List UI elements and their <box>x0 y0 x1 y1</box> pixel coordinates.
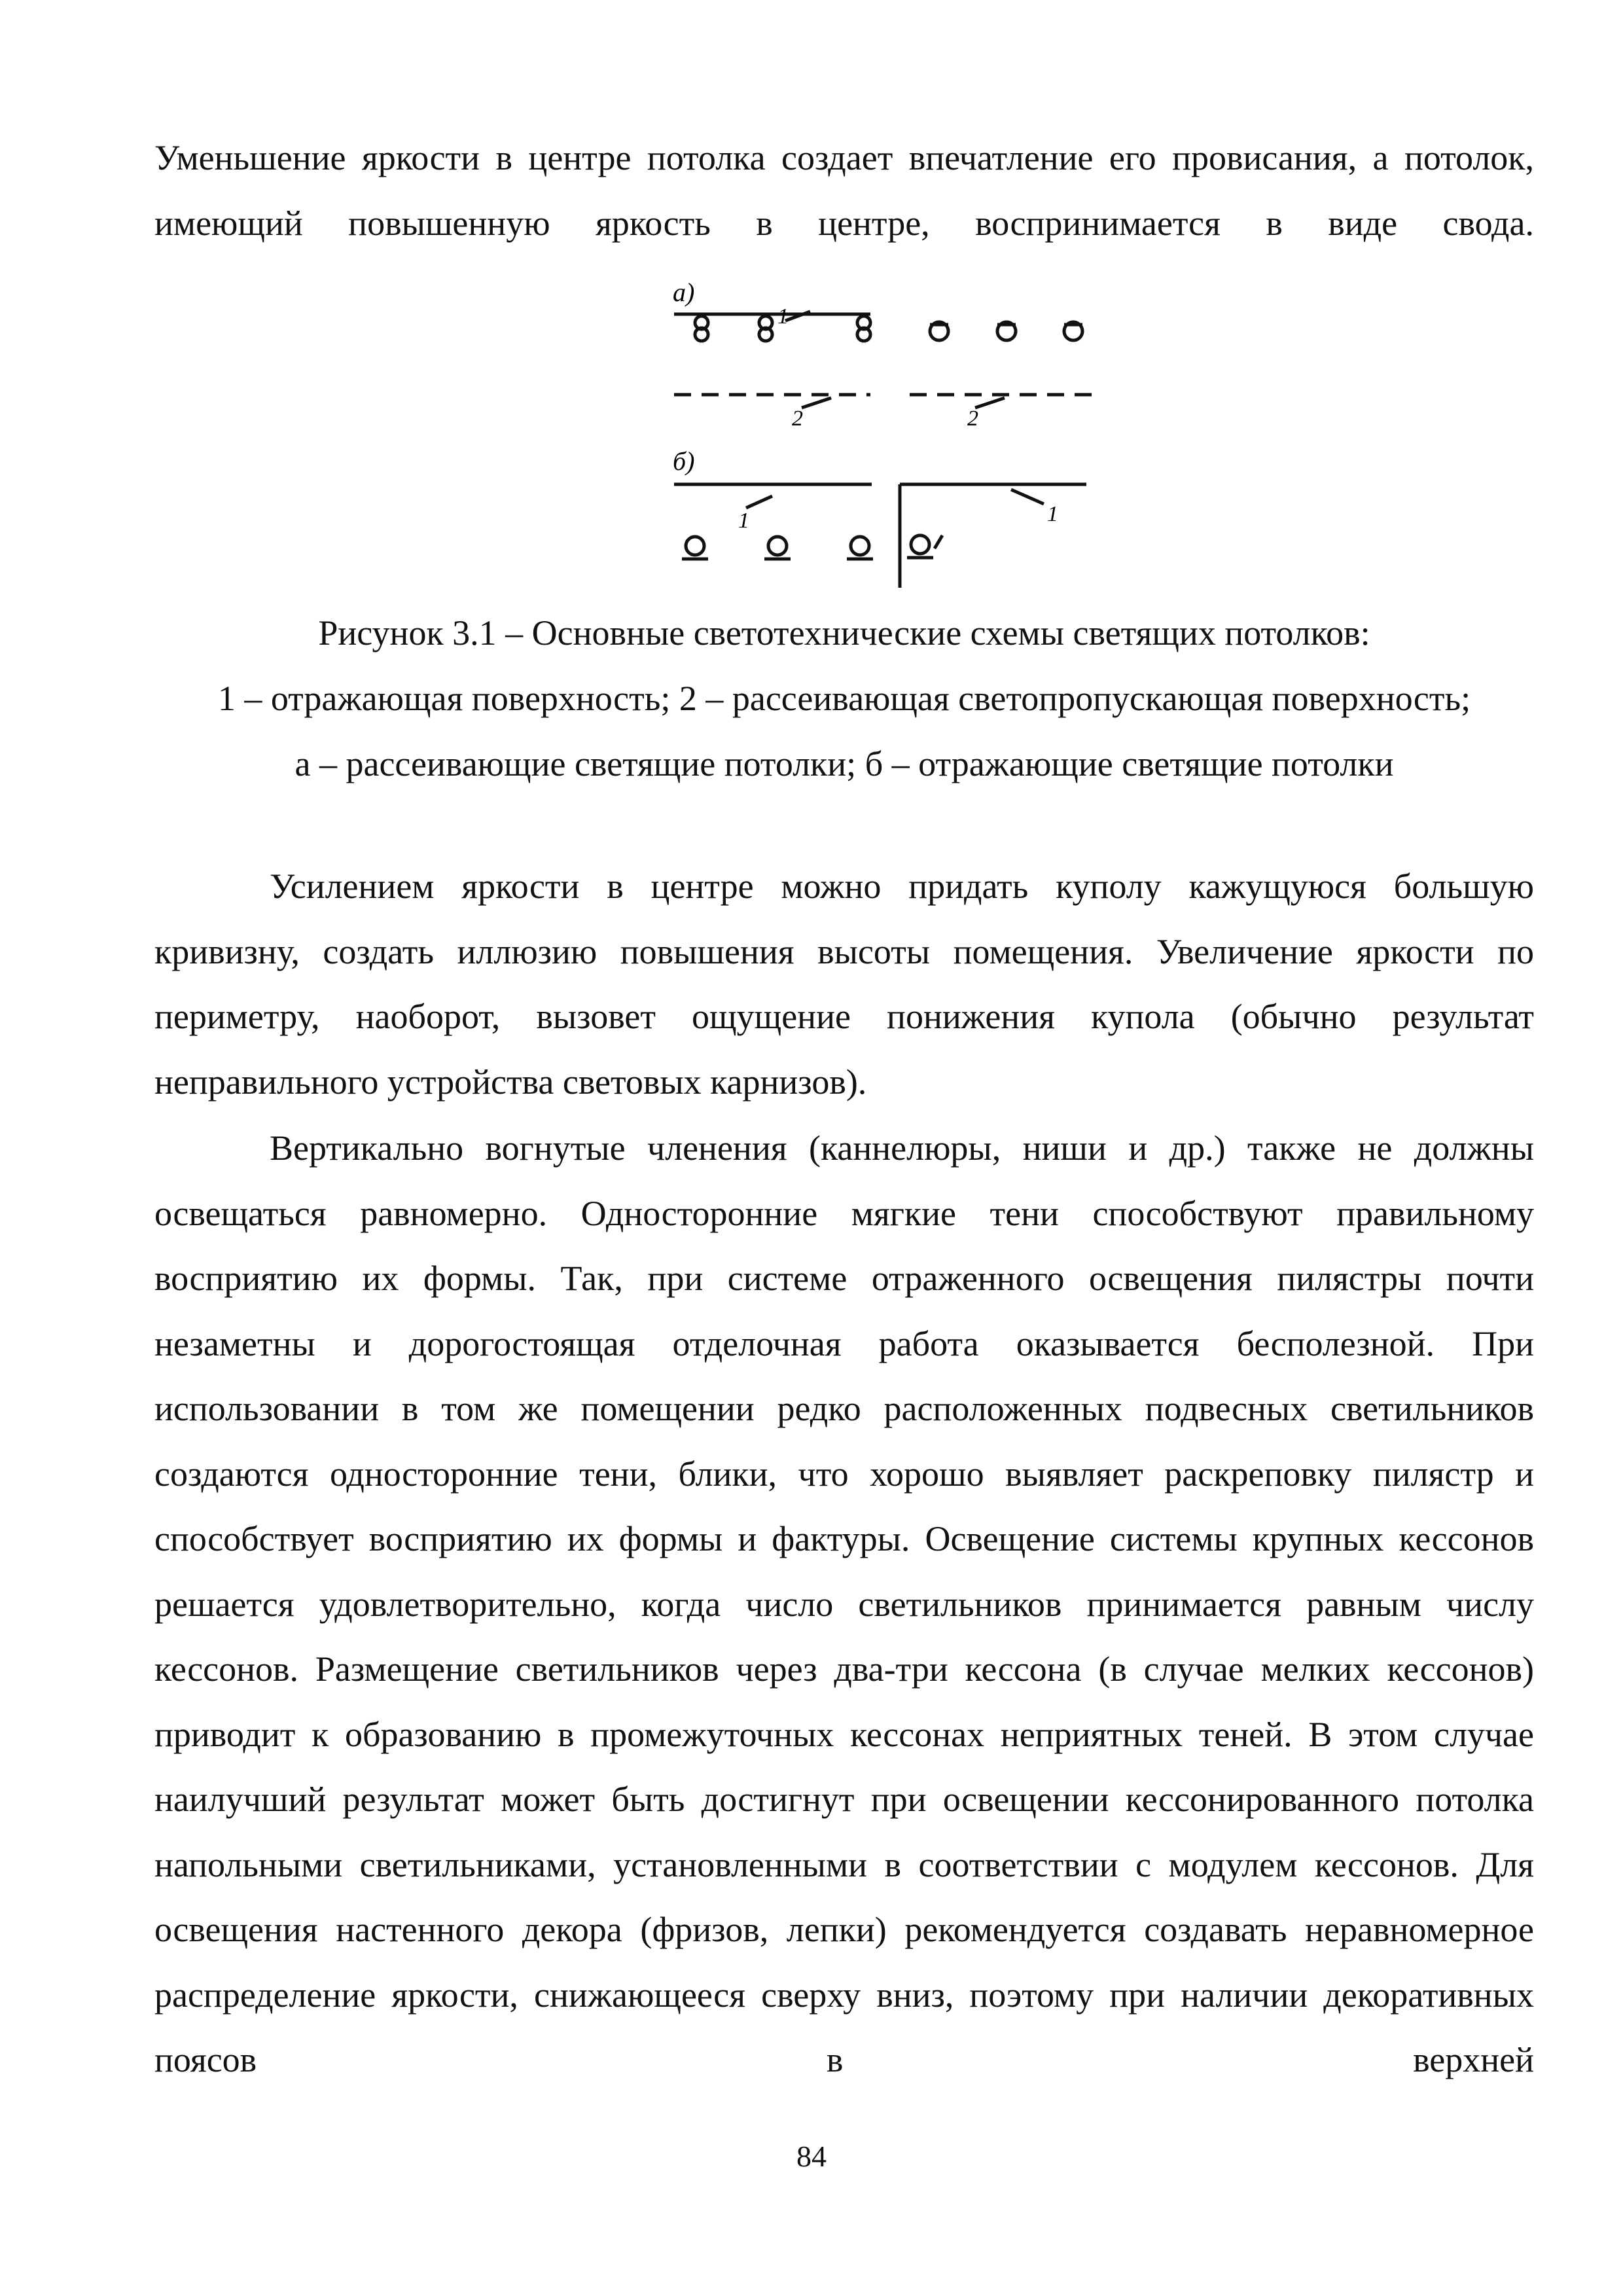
lamp-row-a <box>695 316 1082 341</box>
leader-2-right <box>975 398 1005 408</box>
figure-caption-title: Рисунок 3.1 – Основные светотехнические схемы светящих потолков: <box>318 613 1370 653</box>
leader-1-b-left <box>746 496 772 508</box>
label-1-a: 1 <box>777 304 789 329</box>
leader-2-left <box>802 398 831 408</box>
paragraph-dome-brightness: Усилением яркости в центре можно придать куполу кажущуюся большую кривизну, создать иллюзию повышения высоты помещения. Увеличение яркости по периметру, наоборот, вызовет ощущение понижения купола (обычно результат неправильного устройства световых карнизов). <box>154 867 1534 1102</box>
label-1-b-left: 1 <box>738 509 749 533</box>
label-b: б) <box>673 446 695 476</box>
figure-caption-legend-2: а – рассеивающие светящие потолки; б – отражающие светящие потолки <box>294 744 1394 783</box>
label-a: а) <box>673 278 695 307</box>
lighting-scheme-figure <box>654 274 1113 614</box>
label-1-b-right: 1 <box>1047 502 1058 526</box>
intro-paragraph: Уменьшение яркости в центре потолка создает впечатление его провисания, а потолок, имеющий повышенную яркость в центре, воспринимается в виде свода. <box>154 138 1534 243</box>
label-2-left: 2 <box>792 406 803 431</box>
scheme-a <box>674 312 1093 408</box>
leader-1-b-right <box>1011 490 1044 504</box>
lamp-row-b <box>682 535 942 559</box>
label-2-right: 2 <box>967 406 978 431</box>
scheme-b <box>674 484 1086 588</box>
page-number: 84 <box>796 2140 827 2173</box>
figure-caption-legend-1: 1 – отражающая поверхность; 2 – рассеивающая светопропускающая поверхность; <box>217 679 1471 718</box>
paragraph-vertical-divisions: Вертикально вогнутые членения (каннелюры, ниши и др.) также не должны освещаться равномерно. Односторонние мягкие тени способствуют правильному восприятию их формы. Так, при системе отраженного освещения пилястры почти незаметны и дорогостоящая отделочная работа оказывается бесполезной. При использовании в том же помещении редко расположенных подвесных светильников создаются односторонние тени, блики, что хорошо выявляет раскреповку пилястр и способствует восприятию их формы и фактуры. Освещение системы крупных кессонов решается удовлетворительно, когда число светильников принимается равным числу кессонов. Размещение светильников через два-три кессона (в случае мелких кессонов) приводит к образованию в промежуточных кессонах неприятных теней. В этом случае наилучший результат может быть достигнут при освещении кессонированного потолка напольными светильниками, установленными в соответствии с модулем кессонов. Для освещения настенного декора (фризов, лепки) рекомендуется создавать неравномерное распределение яркости, снижающееся сверху вниз, поэтому при наличии декоративных поясов в верхней <box>154 1128 1534 2079</box>
